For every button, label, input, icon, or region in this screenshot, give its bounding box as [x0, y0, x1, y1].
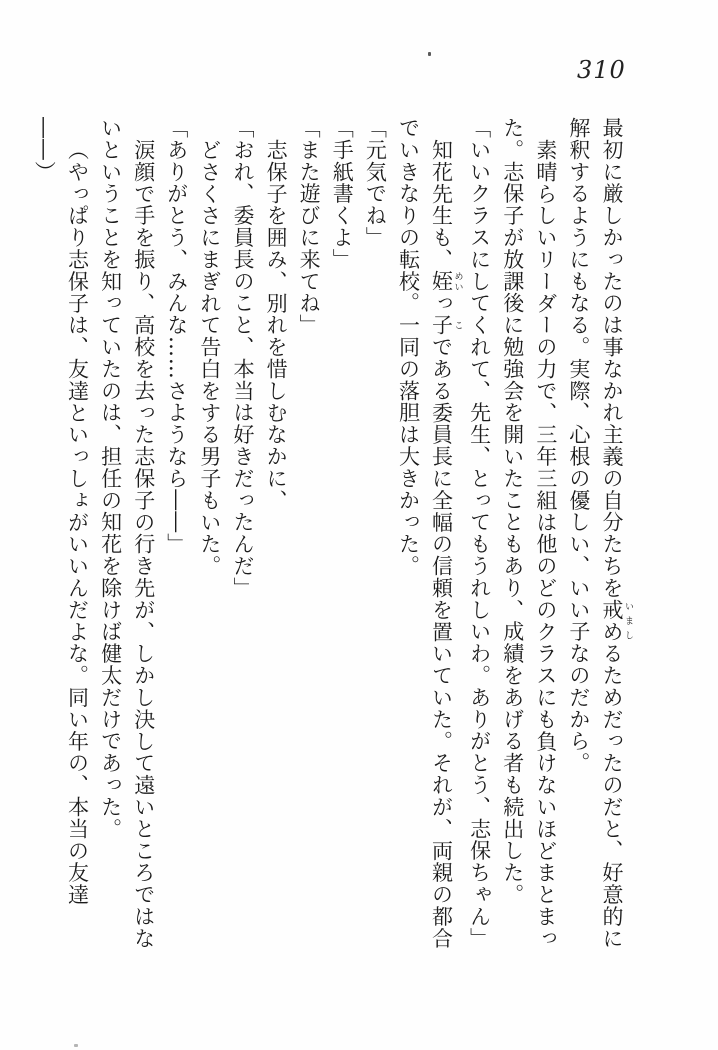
text-line: （やっぱり志保子は、友達といっしょがいいんだよな。同い年の、本当の友達――）	[32, 117, 90, 906]
text-line: 「手紙書くよ」	[330, 117, 355, 271]
ruby-annotated-text: 姪 めい	[429, 270, 463, 293]
text-line: 最初に厳しかったのは事なかれ主義の自分たちを戒め いましるためだったのだと、好意的に	[600, 117, 633, 950]
text-line: 「また遊びに来てね」	[297, 117, 322, 336]
text-line: 「ありがとう、みんな……さようなら――」	[164, 117, 189, 555]
text-line: 知花先生も、姪 めいっ子 こである委員長に全幅の信頼を置いていた。それが、両親の都合	[429, 138, 463, 950]
ruby-annotated-text: 戒め いまし	[600, 598, 633, 643]
text-line: 解釈するようにもなる。実際、心根の優しい、いい子なのだから。	[566, 117, 591, 774]
page-number: 310	[577, 56, 626, 84]
text-line: でいきなりの転校。一同の落胆は大きかった。	[396, 117, 421, 577]
text-line: どさくさにまぎれて告白をする男子もいた。	[197, 138, 222, 577]
text-line: いということを知っていたのは、担任の知花を除けば健太だけであった。	[98, 117, 123, 840]
vertical-text-block	[27, 117, 633, 950]
text-line: 「いいクラスにしてくれて、先生、とってもうれしいわ。ありがとう、志保ちゃん」	[467, 117, 492, 950]
scan-speck	[428, 52, 431, 56]
scan-speck	[74, 1044, 78, 1047]
ruby-annotated-text: 子 こ	[429, 314, 463, 336]
text-line: 素晴らしいリーダーの力で、三年三組は他のどのクラスにも負けないほどまとまっ	[533, 138, 558, 950]
text-line: 「おれ、委員長のこと、本当は好きだったんだ」	[230, 117, 255, 599]
text-line: 志保子を囲み、別れを惜しむなかに、	[264, 138, 289, 512]
text-line: 涙顔で手を振り、高校を去った志保子の行き先が、しかし決して遠いところではな	[131, 138, 156, 950]
text-line: た。志保子が放課後に勉強会を開いたこともあり、成績をあげる者も続出した。	[500, 117, 525, 906]
text-line: 「元気でね」	[363, 117, 388, 249]
